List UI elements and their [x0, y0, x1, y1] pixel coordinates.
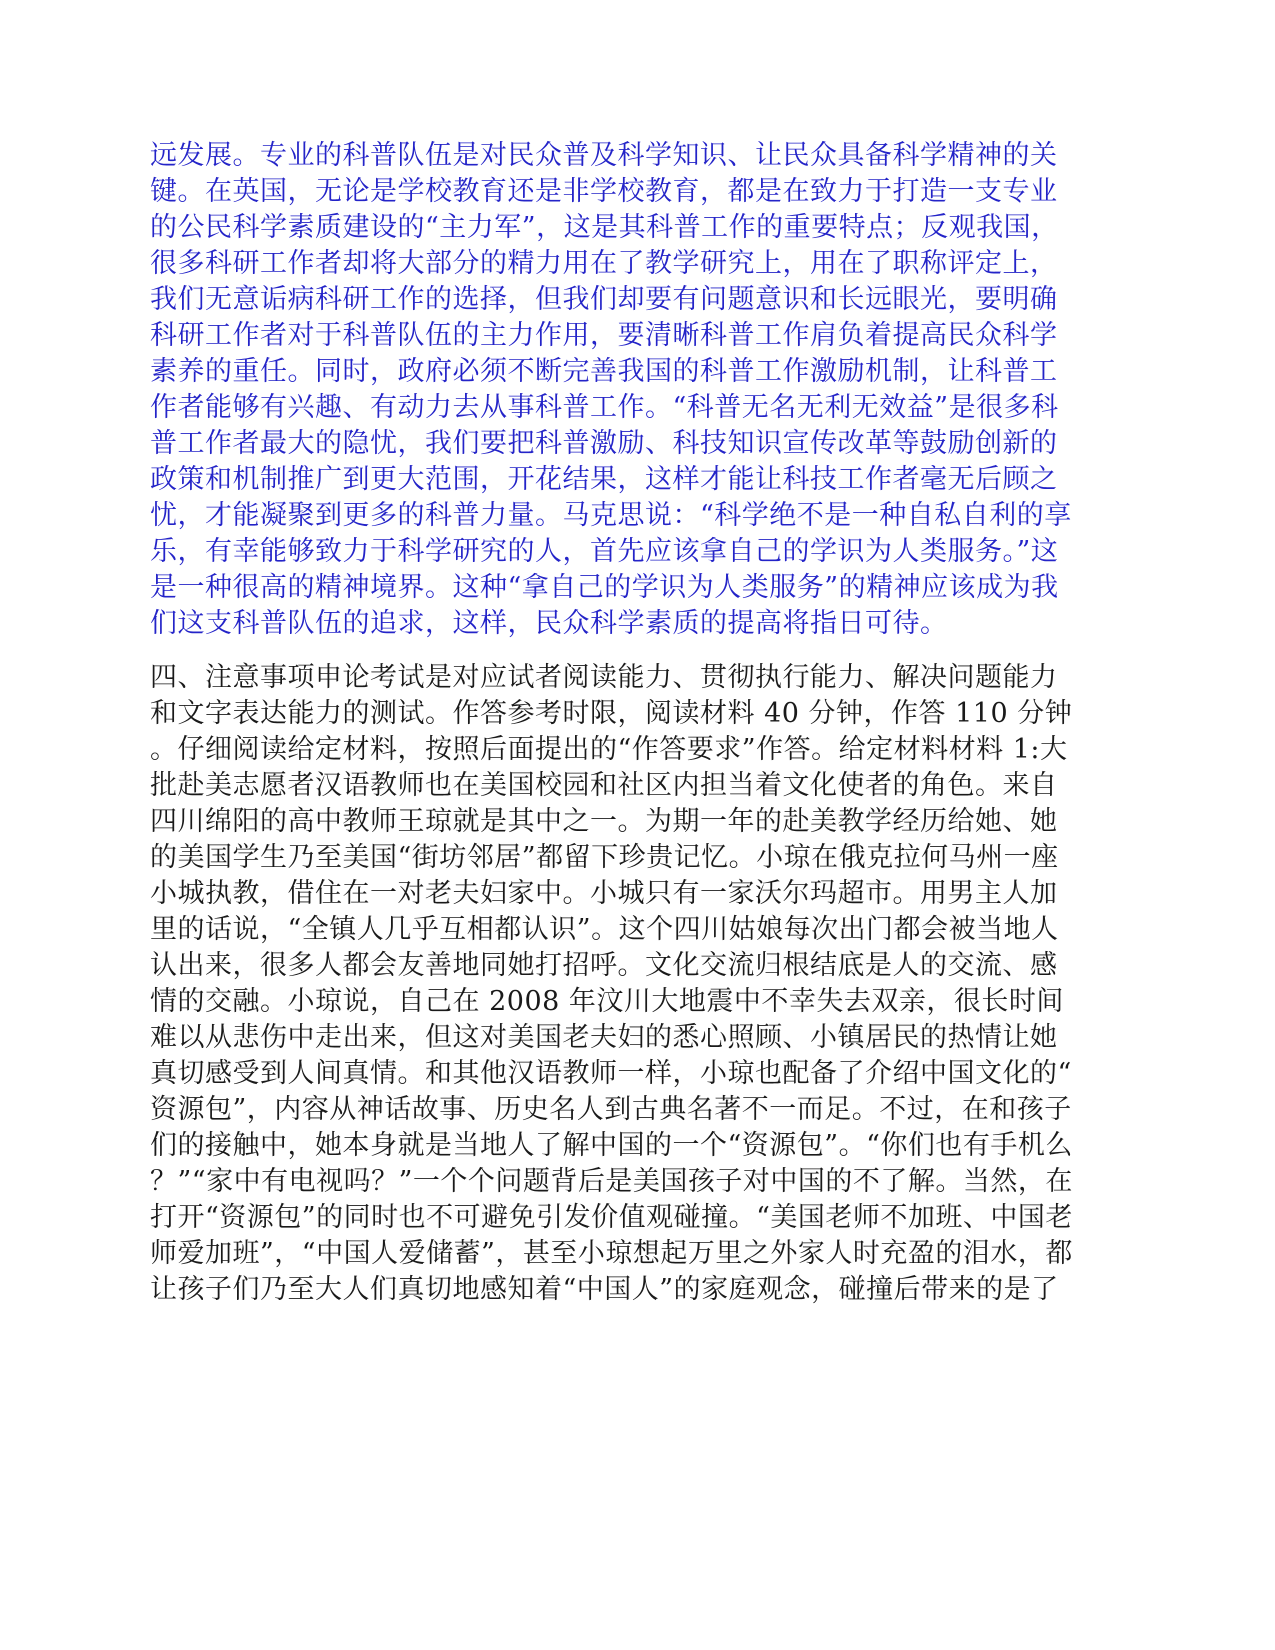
text-line: 让孩子们乃至大人们真切地感知着“中国人”的家庭观念，碰撞后带来的是了: [150, 1274, 1059, 1305]
text-line: 是一种很高的精神境界。这种“拿自己的学识为人类服务”的精神应该成为我: [150, 572, 1059, 603]
paragraph-exam-instructions: [150, 660, 1125, 1308]
text-line: 四、注意事项申论考试是对应试者阅读能力、贯彻执行能力、解决问题能力: [150, 662, 1058, 693]
text-line: 认出来，很多人都会友善地同她打招呼。文化交流归根结底是人的交流、感: [150, 950, 1058, 981]
text-line: 科研工作者对于科普队伍的主力作用，要清晰科普工作肩负着提高民众科学: [150, 320, 1058, 351]
text-line: 里的话说，“全镇人几乎互相都认识”。这个四川姑娘每次出门都会被当地人: [150, 914, 1059, 945]
text-line: 资源包”，内容从神话故事、历史名人到古典名著不一而足。不过，在和孩子: [150, 1094, 1072, 1125]
text-line: 们这支科普队伍的追求，这样，民众科学素质的提高将指日可待。: [150, 608, 948, 639]
text-line: 远发展。专业的科普队伍是对民众普及科学知识、让民众具备科学精神的关: [150, 140, 1058, 171]
text-line: 。仔细阅读给定材料，按照后面提出的“作答要求”作答。给定材料材料 1:大: [150, 734, 1068, 765]
text-line: 真切感受到人间真情。和其他汉语教师一样，小琼也配备了介绍中国文化的“: [150, 1058, 1072, 1089]
text-line: 普工作者最大的隐忧，我们要把科普激励、科技知识宣传改革等鼓励创新的: [150, 428, 1058, 459]
text-line: 情的交融。小琼说，自己在 2008 年汶川大地震中不幸失去双亲，很长时间: [150, 986, 1064, 1017]
text-line: 难以从悲伤中走出来，但这对美国老夫妇的悉心照顾、小镇居民的热情让她: [150, 1022, 1058, 1053]
text-line: 批赴美志愿者汉语教师也在美国校园和社区内担当着文化使者的角色。来自: [150, 770, 1058, 801]
text-line: 我们无意诟病科研工作的选择，但我们却要有问题意识和长远眼光，要明确: [150, 284, 1058, 315]
text-line: 素养的重任。同时，政府必须不断完善我国的科普工作激励机制，让科普工: [150, 356, 1058, 387]
text-line: 很多科研工作者却将大部分的精力用在了教学研究上，用在了职称评定上，: [150, 248, 1058, 279]
text-line: ？”“家中有电视吗？”一个个问题背后是美国孩子对中国的不了解。当然，在: [150, 1166, 1073, 1197]
text-line: 四川绵阳的高中教师王琼就是其中之一。为期一年的赴美教学经历给她、她: [150, 806, 1058, 837]
text-line: 们的接触中，她本身就是当地人了解中国的一个“资源包”。“你们也有手机么: [150, 1130, 1073, 1161]
text-line: 政策和机制推广到更大范围，开花结果，这样才能让科技工作者毫无后顾之: [150, 464, 1058, 495]
text-line: 的美国学生乃至美国“街坊邻居”都留下珍贵记忆。小琼在俄克拉何马州一座: [150, 842, 1059, 873]
text-line: 小城执教，借住在一对老夫妇家中。小城只有一家沃尔玛超市。用男主人加: [150, 878, 1058, 909]
paragraph-science-popularization: [150, 138, 1125, 642]
paragraph-spacer: [150, 642, 1125, 660]
text-line: 师爱加班”，“中国人爱储蓄”，甚至小琼想起万里之外家人时充盈的泪水，都: [150, 1238, 1073, 1269]
text-line: 忧，才能凝聚到更多的科普力量。马克思说：“科学绝不是一种自私自利的享: [150, 500, 1072, 531]
text-line: 和文字表达能力的测试。作答参考时限，阅读材料 40 分钟，作答 110 分钟: [150, 698, 1073, 729]
text-line: 作者能够有兴趣、有动力去从事科普工作。“科普无名无利无效益”是很多科: [150, 392, 1059, 423]
text-line: 打开“资源包”的同时也不可避免引发价值观碰撞。“美国老师不加班、中国老: [150, 1202, 1073, 1233]
text-line: 的公民科学素质建设的“主力军”，这是其科普工作的重要特点；反观我国，: [150, 212, 1059, 243]
text-line: 键。在英国，无论是学校教育还是非学校教育，都是在致力于打造一支专业: [150, 176, 1058, 207]
text-line: 乐，有幸能够致力于科学研究的人，首先应该拿自己的学识为人类服务。”这: [150, 536, 1059, 567]
document-body: [150, 138, 1125, 1308]
